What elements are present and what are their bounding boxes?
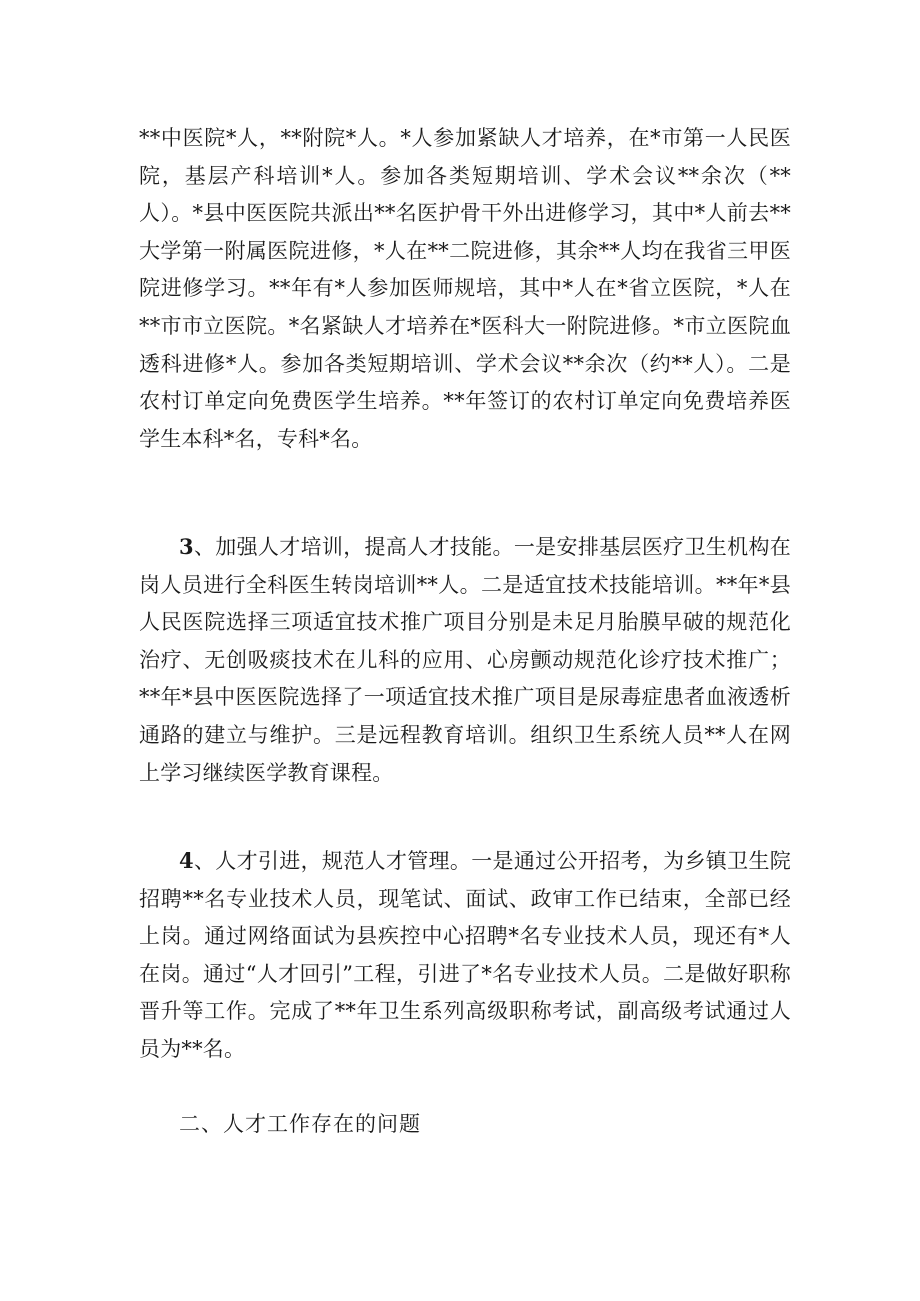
paragraph-number: 3 bbox=[179, 534, 194, 559]
paragraph-text: 、加强人才培训，提高人才技能。一是安排基层医疗卫生机构在岗人员进行全科医生转岗培训**人。二是适宜技术技能培训。**年*县人民医院选择三项适宜技术推广项目分别是未足月胎膜早破的规范化治疗、无创吸痰技术在儿科的应用、心房颤动规范化诊疗技术推广；**年*县中医医院选择了一项适宜技术推广项目是尿毒症患者血液透析通路的建立与维护。三是远程教育培训。组织卫生系统人员**人在网上学习继续医学教育课程。 bbox=[139, 535, 791, 785]
paragraph-text: **中医院*人，**附院*人。*人参加紧缺人才培养，在*市第一人民医院，基层产科培训*人。参加各类短期培训、学术会议**余次（**人）。*县中医医院共派出**名医护骨干外出进修学习，其中*人前去**大学第一附属医院进修，*人在**二院进修，其余**人均在我省三甲医院进修学习。**年有*人参加医师规培，其中*人在*省立医院，*人在**市市立医院。*名紧缺人才培养在*医科大一附院进修。*市立医院血透科进修*人。参加各类短期培训、学术会议**余次（约**人）。二是农村订单定向免费医学生培养。**年签订的农村订单定向免费培养医学生本科*名，专科*名。 bbox=[139, 126, 791, 451]
paragraph-text: 、人才引进，规范人才管理。一是通过公开招考，为乡镇卫生院招聘**名专业技术人员，现笔试、面试、政审工作已结束，全部已经上岗。通过网络面试为县疾控中心招聘*名专业技术人员，现还有*人在岗。通过“人才回引”工程，引进了*名专业技术人员。二是做好职称晋升等工作。完成了**年卫生系列高级职称考试，副高级考试通过人员为**名。 bbox=[139, 849, 791, 1061]
section-heading: 二、人才工作存在的问题 bbox=[179, 1112, 421, 1136]
paragraph-training-continued bbox=[139, 120, 791, 458]
paragraph-talent-training bbox=[139, 528, 791, 792]
paragraph-number: 4 bbox=[179, 848, 194, 873]
paragraph-talent-introduction bbox=[139, 842, 791, 1069]
